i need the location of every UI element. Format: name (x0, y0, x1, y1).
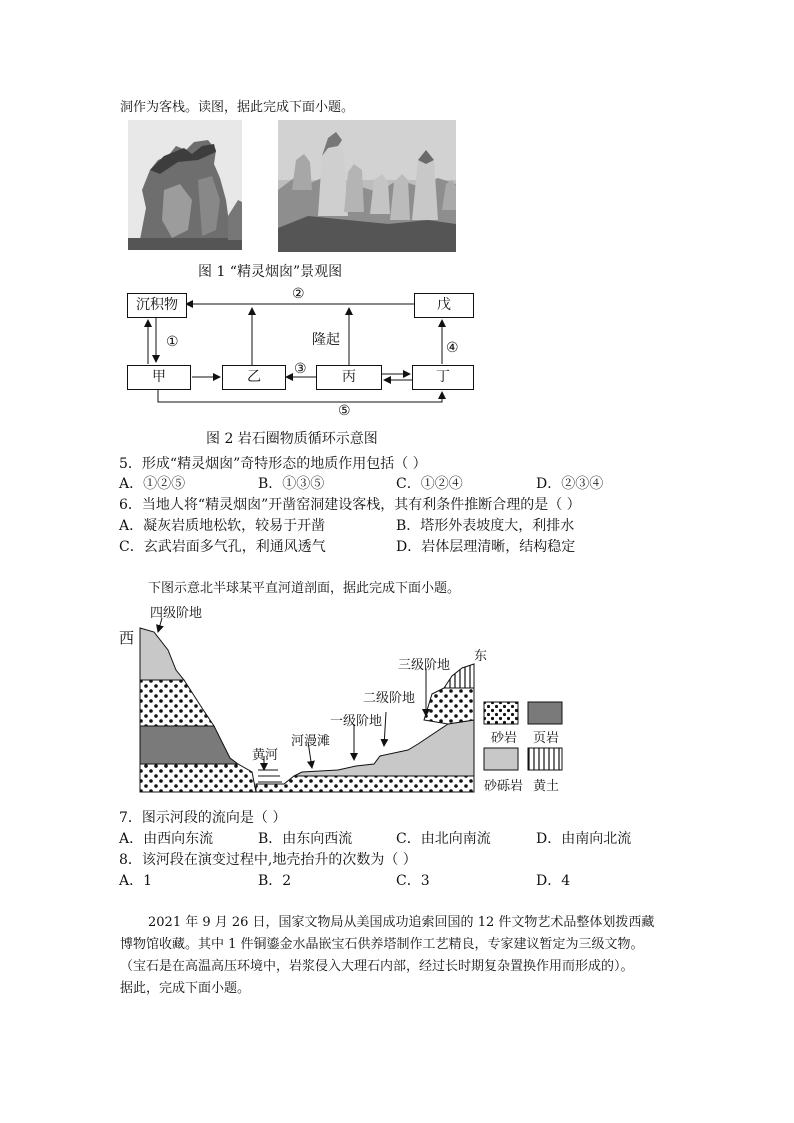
box-sediment: 沉积物 (127, 293, 187, 318)
intro-top-text: 洞作为客栈。读图，据此完成下面小题。 (120, 100, 355, 115)
label-terrace4: 四级阶地 (150, 606, 203, 621)
legend-loess-swatch (528, 748, 562, 770)
q7-option-a[interactable]: A．由西向东流 (119, 831, 214, 847)
q8-option-b[interactable]: B．2 (258, 873, 292, 889)
q8-option-a[interactable]: A．1 (119, 873, 153, 889)
label-terrace3: 三级阶地 (398, 658, 451, 673)
legend-shale-label: 页岩 (533, 731, 560, 746)
label-3: ③ (294, 361, 307, 377)
legend-sandstone-swatch (484, 702, 518, 724)
east-bottom-sandstone-layer (256, 776, 474, 792)
box-jia: 甲 (127, 365, 191, 390)
fairy-chimney-photo-right (278, 120, 456, 252)
legend-conglomerate-swatch (484, 748, 518, 770)
q6-option-b[interactable]: B．塔形外表坡度大，利排水 (396, 518, 575, 534)
label-floodplain: 河漫滩 (291, 734, 331, 749)
box-bing: 丙 (316, 365, 382, 390)
legend-conglomerate-label: 砂砾岩 (484, 779, 524, 794)
fig2-caption: 图 2 岩石圈物质循环示意图 (206, 431, 378, 447)
legend-sandstone-label: 砂岩 (491, 731, 518, 746)
label-5: ⑤ (338, 403, 351, 419)
legend-shale-swatch (528, 702, 562, 724)
east-sandstone-layer (424, 688, 474, 724)
q6-option-c[interactable]: C．玄武岩面多气孔，利通风透气 (119, 539, 326, 555)
q5-stem: 5．形成“精灵烟囱”奇特形态的地质作用包括（ ） (119, 456, 427, 472)
west-conglomerate-layer (140, 628, 184, 680)
label-east: 东 (474, 649, 488, 664)
arrow-terrace2 (384, 712, 386, 746)
box-wu: 戊 (414, 293, 474, 318)
q7-option-c[interactable]: C．由北向南流 (396, 831, 491, 847)
q5-option-d[interactable]: D．②③④ (536, 476, 604, 492)
q7-stem: 7．图示河段的流向是（ ） (119, 810, 287, 826)
box-yi: 乙 (222, 365, 286, 390)
q6-stem: 6．当地人将“精灵烟囱”开凿窑洞建设客栈，其有利条件推断合理的是（ ） (119, 497, 581, 513)
label-uplift: 隆起 (312, 332, 340, 348)
west-shale-layer (140, 726, 238, 764)
fig1-caption: 图 1 “精灵烟囱”景观图 (198, 264, 343, 280)
river-water (258, 770, 282, 782)
west-bottom-sandstone-layer (140, 764, 256, 792)
label-1: ① (166, 334, 179, 350)
q8-stem: 8．该河段在演变过程中,地壳抬升的次数为（ ） (119, 852, 417, 868)
q5-option-b[interactable]: B．①③⑤ (258, 476, 325, 492)
intro-bottom-line1: 2021 年 9 月 26 日，国家文物局从美国成功追索回国的 12 件文物艺术品整体划拨西藏 (148, 915, 655, 930)
q7-option-b[interactable]: B．由东向西流 (258, 831, 353, 847)
label-river: 黄河 (252, 748, 279, 763)
intro-mid-text: 下图示意北半球某平直河道剖面，据此完成下面小题。 (148, 581, 461, 596)
q5-option-a[interactable]: A．①②⑤ (119, 476, 186, 492)
intro-bottom-line2: 博物馆收藏。其中 1 件铜鎏金水晶嵌宝石供养塔制作工艺精良，专家建议暂定为三级文物。 (120, 937, 644, 952)
label-2: ② (292, 286, 305, 302)
label-terrace2: 二级阶地 (363, 691, 416, 706)
q7-option-d[interactable]: D．由南向北流 (536, 831, 632, 847)
intro-bottom-line4: 据此，完成下面小题。 (120, 981, 251, 996)
legend-loess-label: 黄土 (533, 779, 560, 794)
label-terrace1: 一级阶地 (330, 714, 383, 729)
label-4: ④ (446, 340, 459, 356)
intro-bottom-line3: （宝石是在高温高压环境中，岩浆侵入大理石内部，经过长时期复杂置换作用而形成的）。 (120, 959, 634, 974)
q6-option-a[interactable]: A．凝灰岩质地松软，较易于开凿 (119, 518, 326, 534)
q5-option-c[interactable]: C．①②④ (396, 476, 463, 492)
q8-option-c[interactable]: C．3 (396, 873, 430, 889)
arrow-5 (158, 390, 442, 402)
q8-option-d[interactable]: D．4 (536, 873, 571, 889)
west-sandstone-layer (140, 680, 214, 726)
fairy-chimney-photo-left (128, 120, 242, 250)
box-ding: 丁 (412, 365, 474, 390)
label-west: 西 (119, 629, 135, 647)
q6-option-d[interactable]: D．岩体层理清晰，结构稳定 (396, 539, 576, 555)
